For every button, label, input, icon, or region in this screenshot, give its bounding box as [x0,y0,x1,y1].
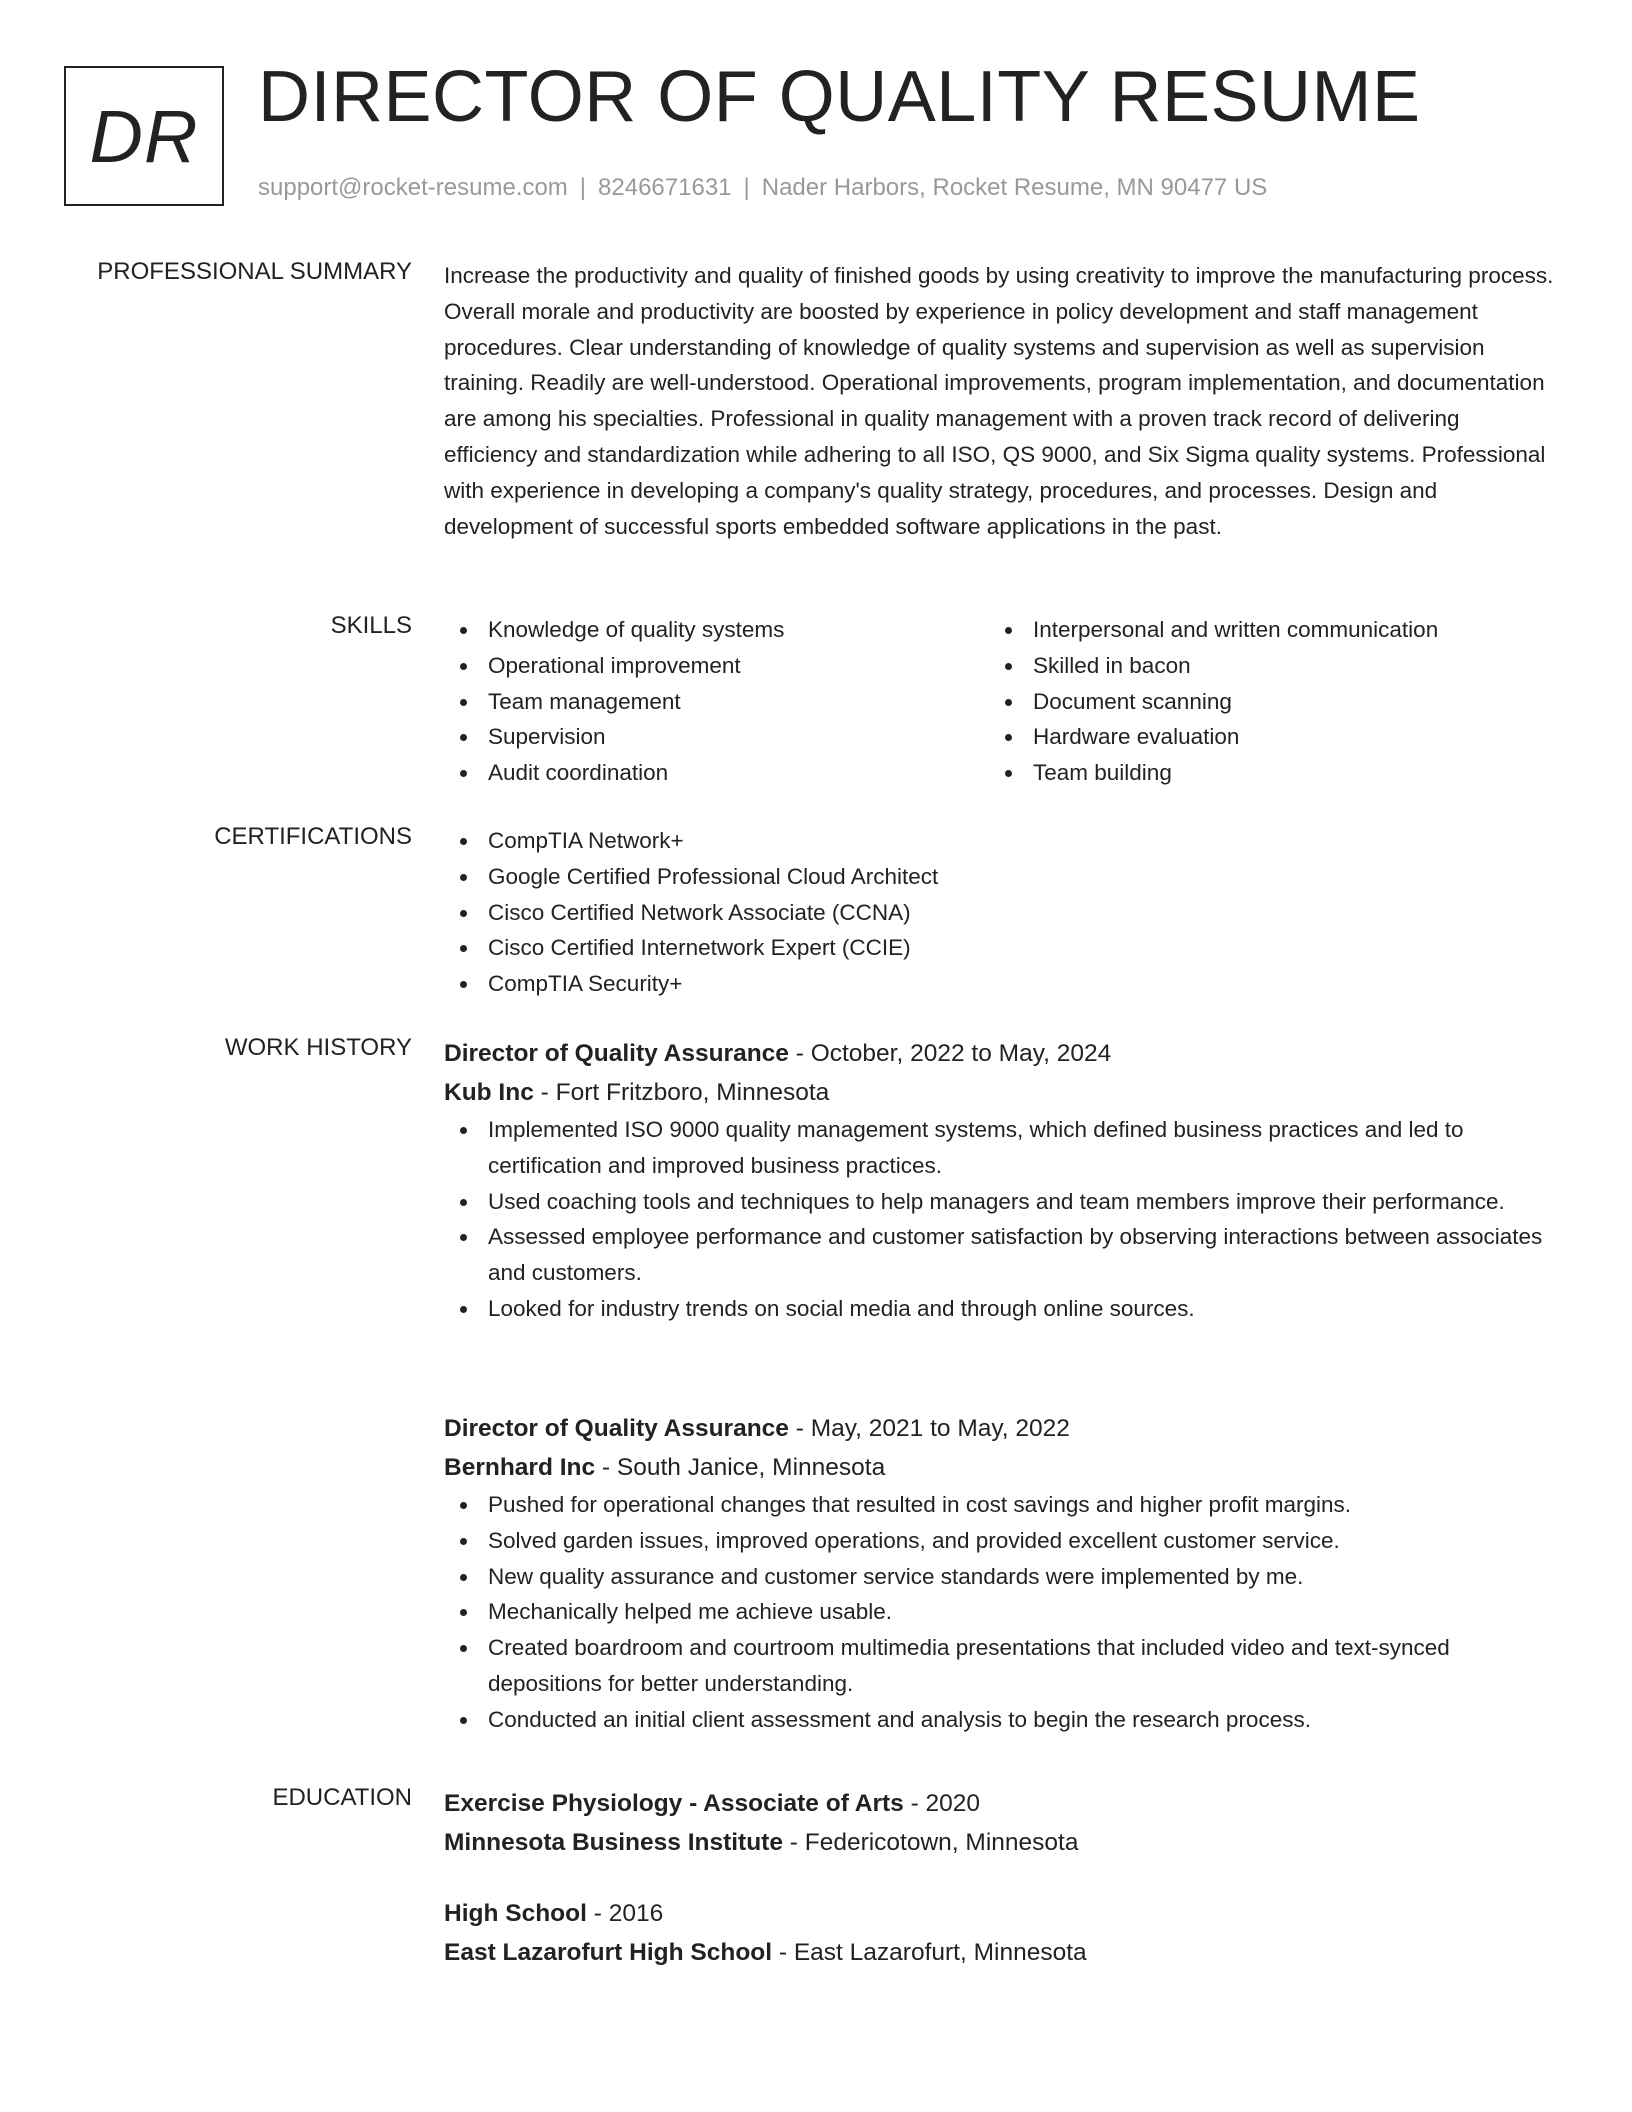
job-bullet: Implemented ISO 9000 quality management systems, which defined business practices and led to certification and improved business practices. [444,1112,1554,1184]
education-body-2 [444,1894,1554,1972]
education-year: - 2016 [586,1900,664,1927]
certifications-body [444,823,1554,1002]
job-bullets [444,1487,1554,1738]
job-dates: - October, 2022 to May, 2024 [788,1040,1112,1067]
skill-item: Team building [989,755,1534,791]
education-location: - East Lazarofurt, Minnesota [772,1939,1087,1966]
job-bullet: New quality assurance and customer service standards were implemented by me. [444,1559,1554,1595]
job-company-line [444,1073,1554,1112]
job-bullet: Looked for industry trends on social media and through online sources. [444,1291,1554,1327]
education-degree-line [444,1894,1554,1933]
job-title-line [444,1034,1554,1073]
job-location: - South Janice, Minnesota [595,1454,886,1481]
skills-body [444,612,1554,791]
skills-list-left [444,612,989,791]
education-degree: High School [444,1900,587,1927]
education-school: East Lazarofurt High School [444,1939,773,1966]
education-location: - Federicotown, Minnesota [782,1829,1079,1856]
education-body [444,1784,1554,1862]
certification-item: Cisco Certified Network Associate (CCNA) [444,895,1554,931]
job-location: - Fort Fritzboro, Minnesota [533,1079,830,1106]
job-bullet: Assessed employee performance and customer satisfaction by observing interactions between associates and customers. [444,1219,1554,1291]
job-bullets [444,1112,1554,1327]
section-label-skills: SKILLS [330,612,412,639]
contact-email: support@rocket-resume.com [258,174,568,201]
certifications-list [444,823,1554,1002]
skill-item: Hardware evaluation [989,719,1534,755]
education-degree: Exercise Physiology - Associate of Arts [444,1790,904,1817]
certification-item: Google Certified Professional Cloud Architect [444,859,1554,895]
job-bullet: Used coaching tools and techniques to help managers and team members improve their performance. [444,1184,1554,1220]
skill-item: Interpersonal and written communication [989,612,1534,648]
monogram-box [64,66,224,206]
job-title: Director of Quality Assurance [444,1040,789,1067]
skill-item: Audit coordination [444,755,989,791]
section-label-work-history: WORK HISTORY [224,1034,412,1061]
certification-item: Cisco Certified Internetwork Expert (CCIE) [444,930,1554,966]
contact-address: Nader Harbors, Rocket Resume, MN 90477 US [761,174,1268,201]
skills-grid [444,612,1554,791]
job-bullet: Conducted an initial client assessment and analysis to begin the research process. [444,1702,1554,1738]
section-label-summary: PROFESSIONAL SUMMARY [97,258,412,285]
job-company: Bernhard Inc [444,1454,596,1481]
skill-item: Team management [444,684,989,720]
education-school: Minnesota Business Institute [444,1829,783,1856]
skill-item: Knowledge of quality systems [444,612,989,648]
job-title-line [444,1409,1554,1448]
certification-item: CompTIA Network+ [444,823,1554,859]
contact-separator: | [743,174,750,201]
education-degree-line [444,1784,1554,1823]
skill-item: Skilled in bacon [989,648,1534,684]
section-label-certifications: CERTIFICATIONS [214,823,412,850]
summary-body [444,258,1554,544]
section-label-education: EDUCATION [272,1784,412,1811]
education-school-line [444,1933,1554,1972]
job-bullet: Solved garden issues, improved operations, and provided excellent customer service. [444,1523,1554,1559]
certification-item: CompTIA Security+ [444,966,1554,1002]
job-company: Kub Inc [444,1079,534,1106]
resume-title: DIRECTOR OF QUALITY RESUME [258,57,1421,137]
skill-item: Supervision [444,719,989,755]
education-entry [444,1894,1554,1972]
work-history-body-2 [444,1409,1554,1738]
contact-separator: | [579,174,587,201]
monogram-initials: DR [89,94,199,178]
job-bullet: Created boardroom and courtroom multimedia presentations that included video and text-synced depositions for better understanding. [444,1630,1554,1702]
contact-phone: 8246671631 [598,174,732,201]
education-year: - 2020 [903,1790,981,1817]
job-bullet: Pushed for operational changes that resulted in cost savings and higher profit margins. [444,1487,1554,1523]
job-bullet: Mechanically helped me achieve usable. [444,1594,1554,1630]
contact-line [258,174,1267,202]
job-dates: - May, 2021 to May, 2022 [788,1415,1070,1442]
job-company-line [444,1448,1554,1487]
job-entry [444,1034,1554,1327]
skill-item: Operational improvement [444,648,989,684]
skill-item: Document scanning [989,684,1534,720]
job-title: Director of Quality Assurance [444,1415,789,1442]
work-history-body [444,1034,1554,1327]
education-entry [444,1784,1554,1862]
job-entry [444,1409,1554,1738]
education-school-line [444,1823,1554,1862]
skills-list-right [989,612,1534,791]
summary-text: Increase the productivity and quality of finished goods by using creativity to improve the manufacturing process. Overall morale and productivity are boosted by experience in policy development and staff management procedures. Clear understanding of knowledge of quality systems and supervision as well as supervision training. Readily are well-understood. Operational improvements, program implementation, and documentation are among his specialties. Professional in quality management with a proven track record of delivering efficiency and standardization while adhering to all ISO, QS 9000, and Six Sigma quality systems. Professional with experience in developing a company's quality strategy, procedures, and processes. Design and development of successful sports embedded software applications in the past. [444,263,1554,539]
